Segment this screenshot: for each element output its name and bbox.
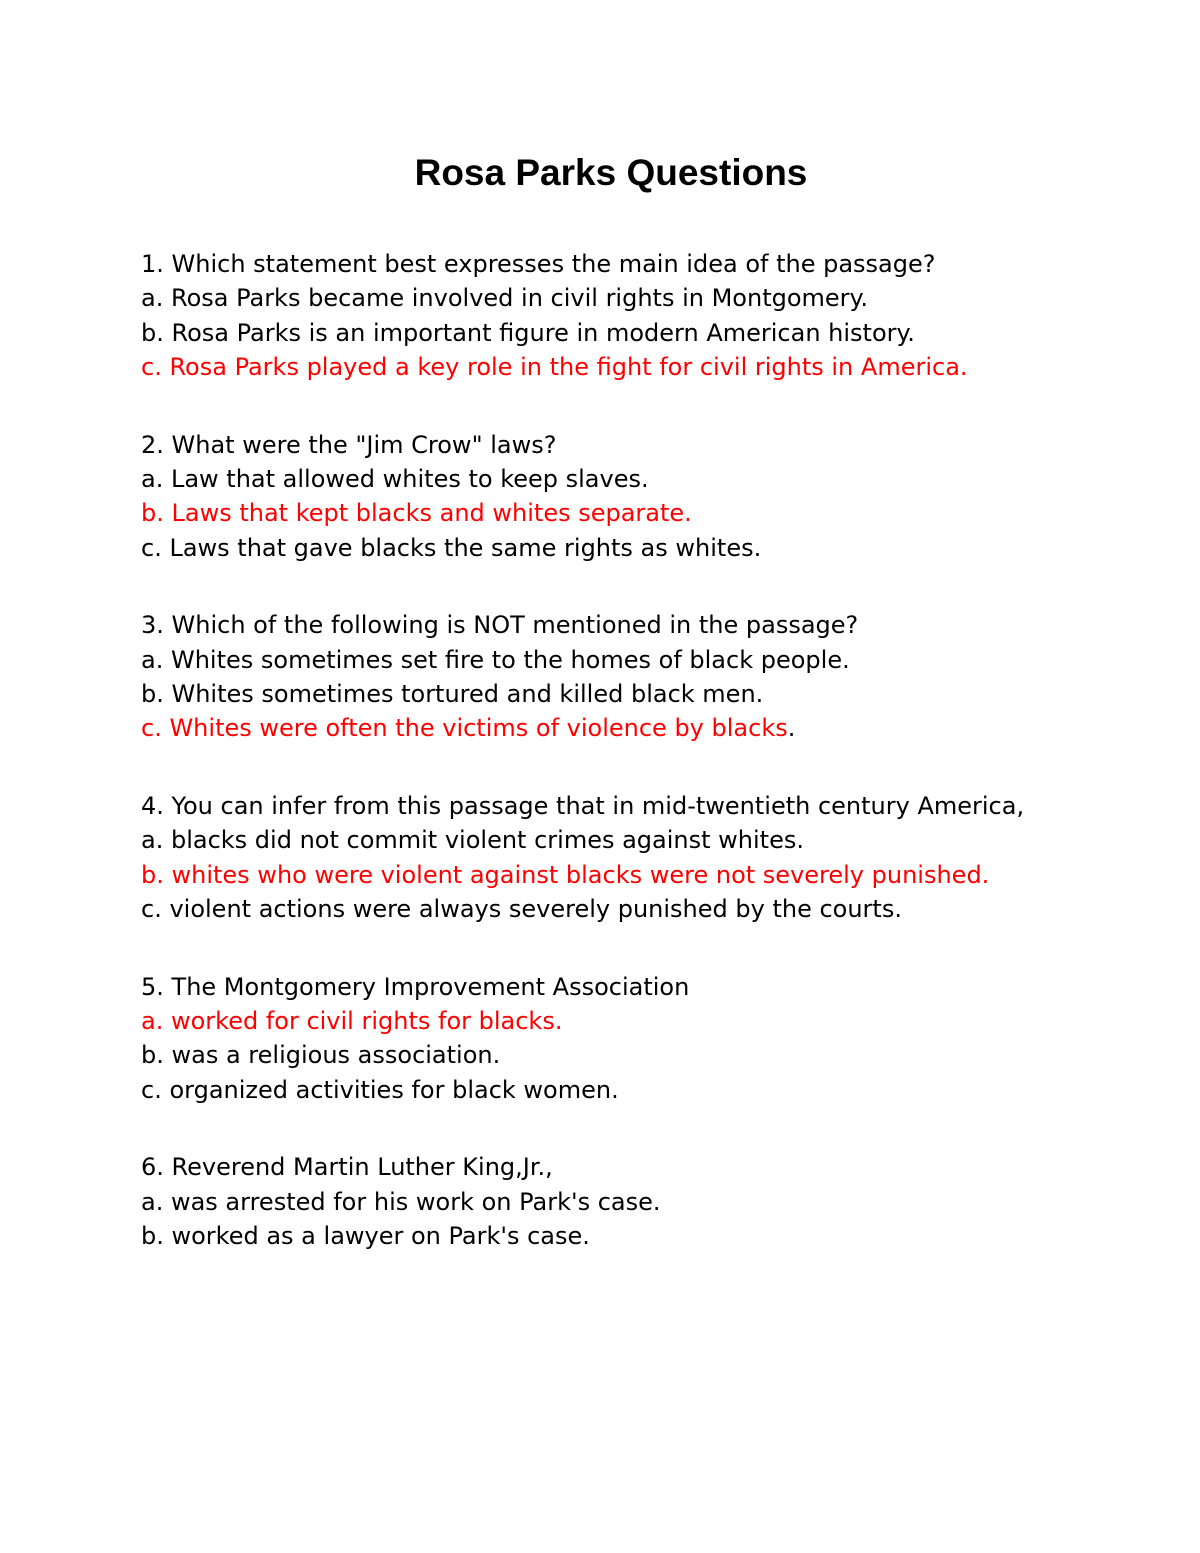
question-3-option-a: a. Whites sometimes set fire to the homes of black people. [141, 645, 850, 674]
question-5-option-b: b. was a religious association. [141, 1041, 501, 1070]
question-2-option-b-answer: b. Laws that kept blacks and whites separate. [141, 499, 692, 528]
question-5 [141, 970, 1141, 1108]
question-6-option-b: b. worked as a lawyer on Park's case. [141, 1221, 590, 1250]
question-1-option-c-answer: c. Rosa Parks played a key role in the fight for civil rights in America. [141, 353, 968, 382]
question-3-option-b: b. Whites sometimes tortured and killed black men. [141, 680, 764, 709]
question-2 [141, 428, 1141, 566]
question-5-prompt: 5. The Montgomery Improvement Association [141, 972, 690, 1001]
question-6-prompt: 6. Reverend Martin Luther King,Jr., [141, 1153, 553, 1182]
question-2-option-a: a. Law that allowed whites to keep slaves. [141, 465, 649, 494]
question-4-prompt: 4. You can infer from this passage that in mid-twentieth century America, [141, 791, 1025, 820]
question-3-option-c-answer: c. Whites were often the victims of violence by blacks [141, 714, 788, 743]
question-1-prompt: 1. Which statement best expresses the main idea of the passage? [141, 250, 936, 278]
question-1-option-b: b. Rosa Parks is an important figure in modern American history. [141, 318, 915, 347]
question-6 [141, 1150, 1141, 1253]
question-4 [141, 789, 1141, 927]
question-list [141, 247, 1141, 1296]
question-2-option-c: c. Laws that gave blacks the same rights as whites. [141, 533, 762, 562]
question-3-prompt: 3. Which of the following is NOT mentioned in the passage? [141, 611, 859, 640]
question-1-option-a: a. Rosa Parks became involved in civil rights in Montgomery. [141, 284, 868, 313]
question-4-option-c: c. violent actions were always severely punished by the courts. [141, 895, 902, 924]
question-5-option-a-answer: a. worked for civil rights for blacks. [141, 1006, 563, 1035]
question-3 [141, 608, 1141, 746]
question-2-prompt: 2. What were the "Jim Crow" laws? [141, 430, 557, 459]
question-6-option-a: a. was arrested for his work on Park's case. [141, 1187, 661, 1216]
document-title: Rosa Parks Questions [414, 152, 808, 193]
question-1 [141, 247, 1141, 385]
question-4-option-b-answer: b. whites who were violent against blacks were not severely punished. [141, 860, 990, 889]
question-3-option-c-line [141, 711, 1141, 745]
question-4-option-a: a. blacks did not commit violent crimes against whites. [141, 826, 804, 855]
question-3-option-c-period: . [787, 714, 796, 743]
question-5-option-c: c. organized activities for black women. [141, 1075, 619, 1104]
